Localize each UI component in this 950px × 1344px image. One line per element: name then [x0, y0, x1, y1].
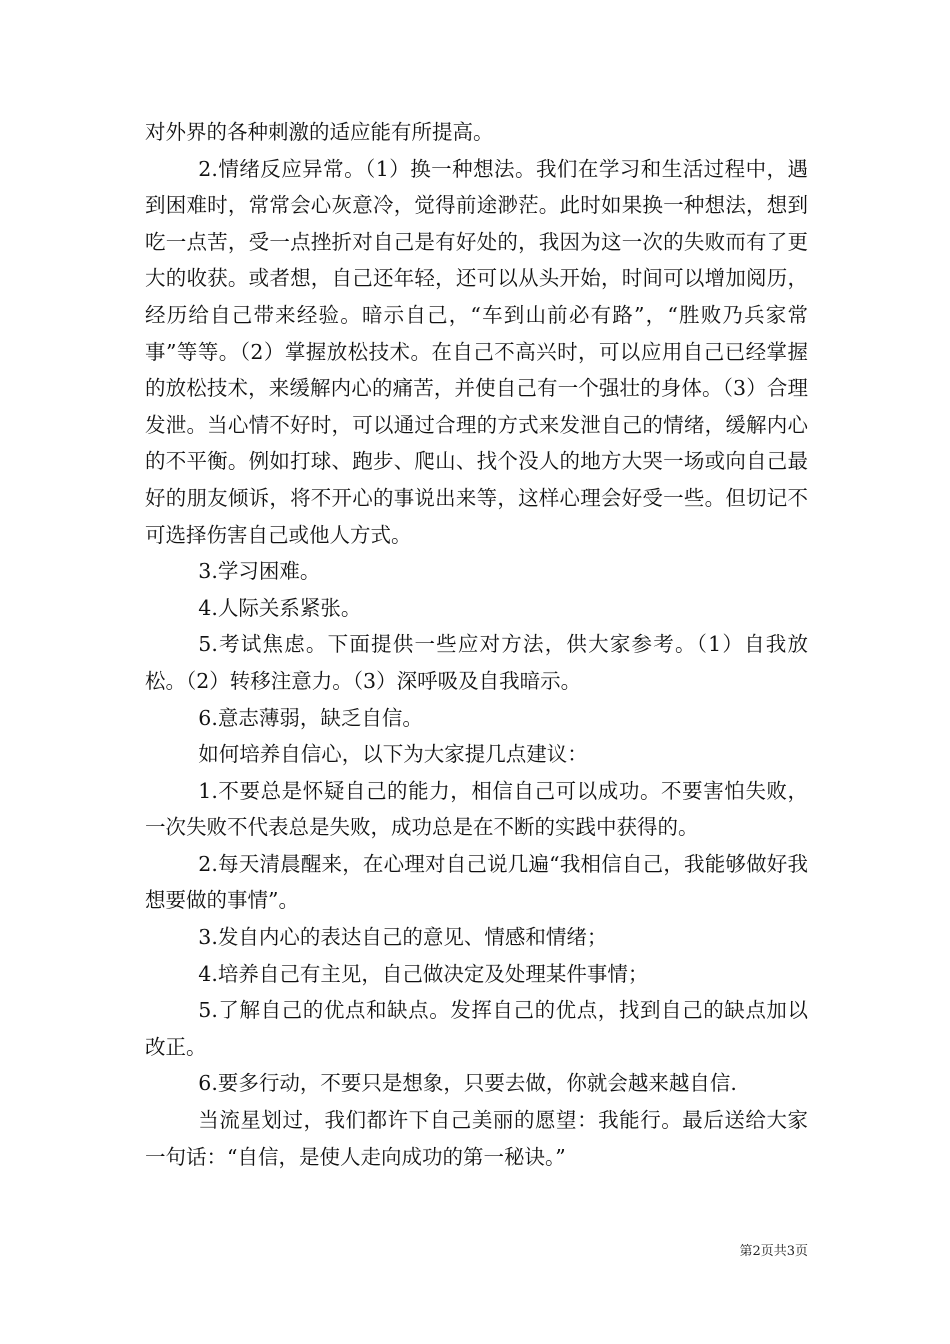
paragraph-learning-difficulty: 3.学习困难。 — [198, 559, 321, 584]
paragraph-tip-2: 2.每天清晨醒来，在心理对自己说几遍“我相信自己，我能够做好我想要做的事情”。 — [145, 851, 808, 913]
paragraph-tip-1: 1.不要总是怀疑自己的能力，相信自己可以成功。不要害怕失败，一次失败不代表总是失败，成功总是在不断的实践中获得的。 — [145, 778, 808, 840]
page-number-footer: 第2页共3页 — [739, 1244, 808, 1259]
paragraph-interpersonal-tension: 4.人际关系紧张。 — [198, 595, 362, 620]
paragraph-weak-will: 6.意志薄弱，缺乏自信。 — [198, 705, 423, 730]
paragraph-tip-3: 3.发自内心的表达自己的意见、情感和情绪； — [198, 925, 608, 950]
paragraph-exam-anxiety: 5.考试焦虑。下面提供一些应对方法，供大家参考。（1）自我放松。（2）转移注意力。（3）深呼吸及自我暗示。 — [145, 632, 808, 693]
paragraph-emotional-reaction: 2.情绪反应异常。（1）换一种想法。我们在学习和生活过程中，遇到困难时，常常会心灰意冷，觉得前途渺茫。此时如果换一种想法，想到吃一点苦，受一点挫折对自己是有好处的，我因为这一次的失败而有了更大的收获。或者想，自己还年轻，还可以从头开始，时间可以增加阅历，经历给自己带来经验。暗示自己，“车到山前必有路”，“胜败乃兵家常事”等等。（2）掌握放松技术。在自己不高兴时，可以应用自己已经掌握的放松技术，来缓解内心的痛苦，并使自己有一个强壮的身体。（3）合理发泄。当心情不好时，可以通过合理的方式来发泄自己的情绪，缓解内心的不平衡。例如打球、跑步、爬山、找个没人的地方大哭一场或向自己最好的朋友倾诉，将不开心的事说出来等，这样心理会好受一些。但切记不可选择伤害自己或他人方式。 — [145, 156, 808, 547]
paragraph-continuation: 对外界的各种刺激的适应能有所提高。 — [145, 120, 494, 144]
document-body — [145, 114, 808, 1175]
paragraph-confidence-intro: 如何培养自信心，以下为大家提几点建议： — [198, 742, 588, 767]
paragraph-tip-6: 6.要多行动，不要只是想象，只要去做，你就会越来越自信. — [198, 1071, 737, 1096]
paragraph-closing: 当流星划过，我们都许下自己美丽的愿望：我能行。最后送给大家一句话：“自信，是使人走向成功的第一秘诀。” — [145, 1108, 808, 1169]
paragraph-tip-5: 5.了解自己的优点和缺点。发挥自己的优点，找到自己的缺点加以改正。 — [145, 998, 808, 1059]
paragraph-tip-4: 4.培养自己有主见，自己做决定及处理某件事情； — [198, 961, 649, 986]
